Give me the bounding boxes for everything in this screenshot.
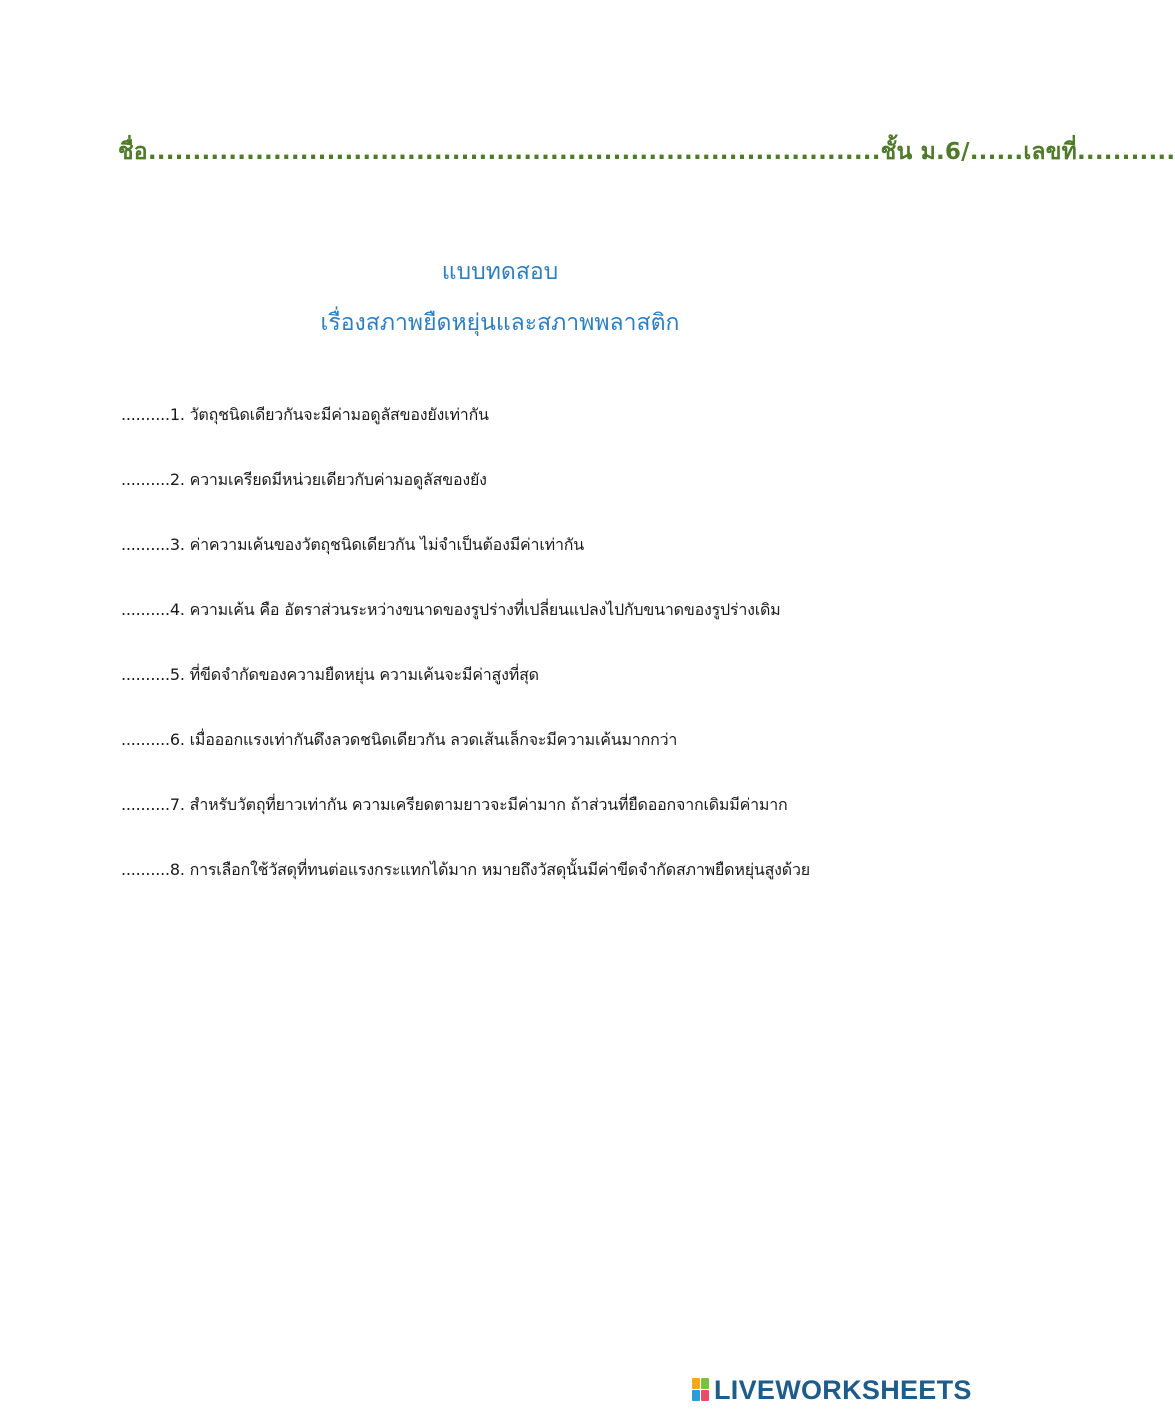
question-item-2[interactable]: ..........2. ความเครียดมีหน่วยเดียวกับค่ามอดูลัสของยัง [121, 470, 487, 489]
liveworksheets-logo [692, 1374, 972, 1406]
student-info-line: ชื่อ..................................................................................ชั้น ม.6/......เลขที่........... [118, 139, 1175, 165]
question-item-5[interactable]: ..........5. ที่ขีดจำกัดของความยืดหยุ่น ความเค้นจะมีค่าสูงที่สุด [121, 665, 539, 684]
logo-text: LIVEWORKSHEETS [714, 1374, 972, 1405]
worksheet-subtitle: เรื่องสภาพยืดหยุ่นและสภาพพลาสติก [320, 310, 680, 336]
question-item-8[interactable]: ..........8. การเลือกใช้วัสดุที่ทนต่อแรงกระแทกได้มาก หมายถึงวัสดุนั้นมีค่าขีดจำกัดสภาพยืดหยุ่นสูงด้วย [121, 860, 810, 879]
question-item-7[interactable]: ..........7. สำหรับวัตถุที่ยาวเท่ากัน ความเครียดตามยาวจะมีค่ามาก ถ้าส่วนที่ยืดออกจากเดิมมีค่ามาก [121, 795, 788, 814]
question-item-4[interactable]: ..........4. ความเค้น คือ อัตราส่วนระหว่างขนาดของรูปร่างที่เปลี่ยนแปลงไปกับขนาดของรูปร่างเดิม [121, 600, 781, 619]
question-item-1[interactable]: ..........1. วัตถุชนิดเดียวกันจะมีค่ามอดูลัสของยังเท่ากัน [121, 405, 489, 424]
liveworksheets-logo-icon [692, 1378, 710, 1402]
question-item-3[interactable]: ..........3. ค่าความเค้นของวัตถุชนิดเดียวกัน ไม่จำเป็นต้องมีค่าเท่ากัน [121, 535, 584, 554]
worksheet-title: แบบทดสอบ [441, 259, 559, 285]
question-item-6[interactable]: ..........6. เมื่อออกแรงเท่ากันดึงลวดชนิดเดียวกัน ลวดเส้นเล็กจะมีความเค้นมากกว่า [121, 730, 678, 749]
question-list [121, 403, 921, 923]
